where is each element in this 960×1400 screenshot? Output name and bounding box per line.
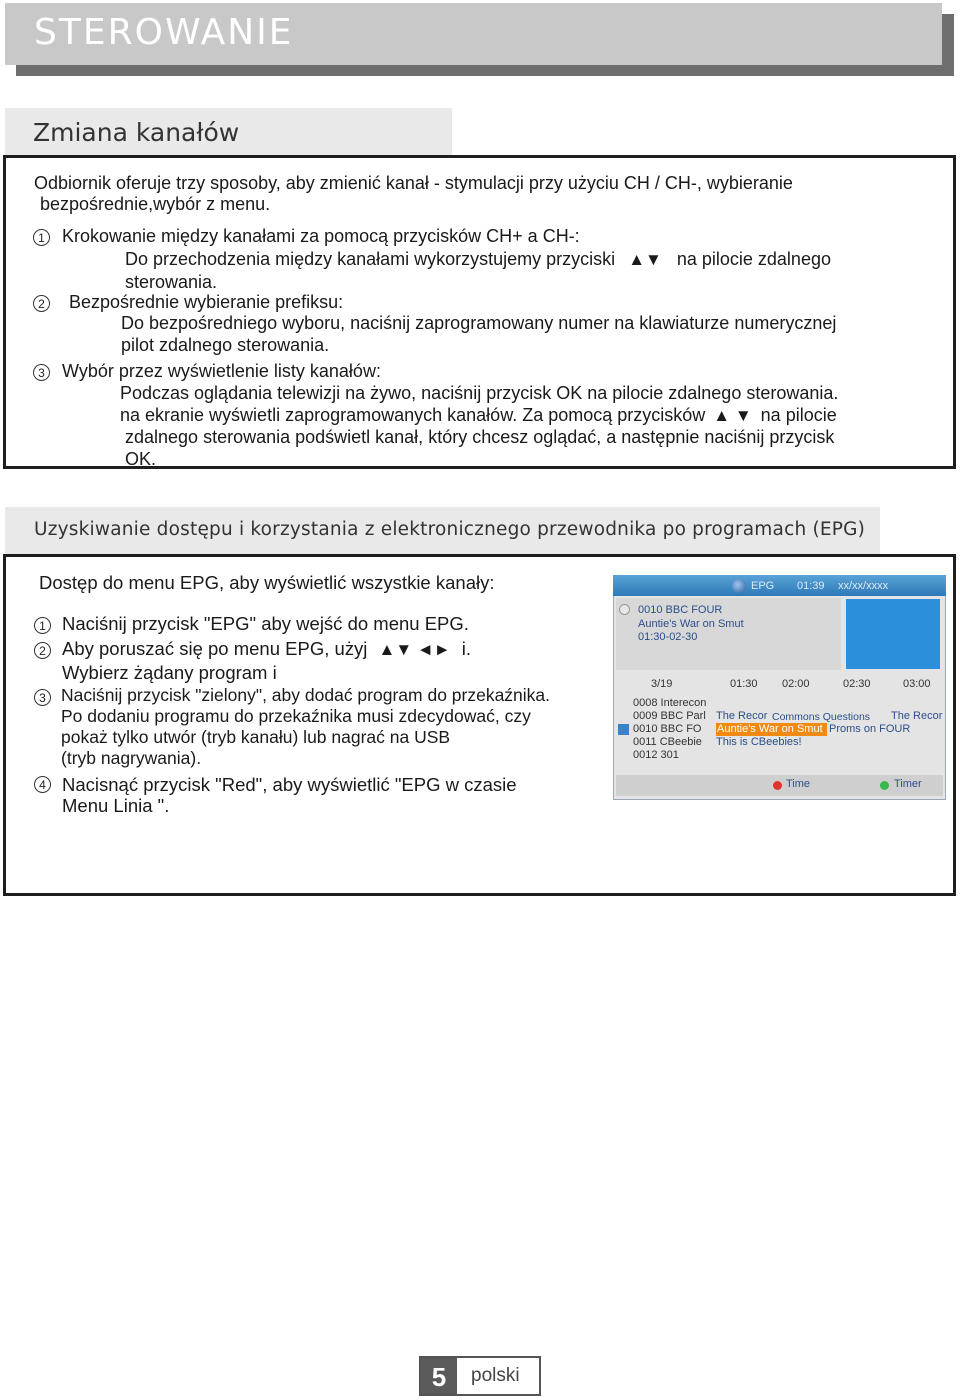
epg-channel-row: 0010 BBC FO bbox=[633, 723, 702, 735]
step-text bbox=[120, 404, 837, 427]
page-title: STEROWANIE bbox=[34, 12, 294, 53]
epg-program: This is CBeebies! bbox=[716, 736, 802, 748]
step-text: Po dodaniu programu do przekaźnika musi zdecydować, czy bbox=[61, 706, 531, 726]
step-text: Menu Linia ". bbox=[62, 795, 170, 816]
epg-time-slot: 01:30 bbox=[730, 678, 758, 690]
arrow-keys-icon: ▲▼ ◄► bbox=[378, 640, 451, 659]
step-number: 4 bbox=[34, 776, 51, 793]
epg-channel-row: 0009 BBC Parl bbox=[633, 710, 706, 722]
step-text: OK. bbox=[125, 449, 157, 469]
step-title: Bezpośrednie wybieranie prefiksu: bbox=[69, 292, 344, 312]
red-button-icon bbox=[773, 781, 782, 790]
epg-time-slot: 02:00 bbox=[782, 678, 810, 690]
step-text: Nacisnąć przycisk "Red", aby wyświetlić "EPG w czasie bbox=[62, 774, 517, 795]
epg-footer-red-label: Time bbox=[786, 778, 811, 790]
page-language: polski bbox=[471, 1365, 520, 1386]
play-icon bbox=[619, 604, 630, 615]
epg-channel-row: 0008 Interecon bbox=[633, 697, 707, 709]
intro-line: bezpośrednie,wybór z menu. bbox=[40, 194, 271, 214]
epg-info-program: Auntie's War on Smut bbox=[638, 618, 744, 630]
step-number: 1 bbox=[34, 617, 51, 634]
epg-time-slot: 03:00 bbox=[903, 678, 931, 690]
globe-icon bbox=[732, 579, 746, 593]
step-text-part: Do przechodzenia między kanałami wykorzystujemy przyciski bbox=[125, 249, 616, 269]
step-text: Wybierz żądany program i bbox=[62, 662, 277, 683]
step-text: Do bezpośredniego wyboru, naciśnij zaprogramowany numer na klawiaturze numerycznej bbox=[121, 313, 837, 333]
epg-date: 3/19 bbox=[651, 678, 673, 690]
section-title-epg: Uzyskiwanie dostępu i korzystania z elektronicznego przewodnika po programach (EPG) bbox=[34, 519, 866, 540]
epg-channel-row: 0011 CBeebie bbox=[633, 736, 702, 748]
epg-channel-row: 0012 301 bbox=[633, 749, 679, 761]
up-down-arrows-icon: ▲▼ bbox=[628, 250, 662, 269]
step-title: Krokowanie między kanałami za pomocą przycisków CH+ a CH-: bbox=[62, 226, 580, 246]
step-text: pokaż tylko utwór (tryb kanału) lub nagrać na USB bbox=[61, 727, 451, 747]
intro-line: Odbiornik oferuje trzy sposoby, aby zmienić kanał - stymulacji przy użyciu CH / CH-, wybieranie bbox=[34, 173, 793, 193]
epg-time-slot: 02:30 bbox=[843, 678, 871, 690]
step-number: 3 bbox=[33, 364, 50, 381]
epg-bar-time: 01:39 bbox=[797, 580, 825, 592]
step-text-part: Aby poruszać się po menu EPG, użyj bbox=[62, 638, 368, 659]
step-text: Naciśnij przycisk "zielony", aby dodać program do przekaźnika. bbox=[61, 685, 551, 705]
step-text bbox=[62, 638, 471, 660]
step-number: 3 bbox=[34, 689, 51, 706]
step-text-part: i. bbox=[461, 638, 471, 659]
epg-program: The Recor bbox=[716, 710, 768, 722]
step-text bbox=[125, 248, 831, 271]
epg-intro: Dostęp do menu EPG, aby wyświetlić wszystkie kanały: bbox=[39, 572, 495, 593]
step-text: sterowania. bbox=[125, 272, 218, 292]
page-number: 5 bbox=[421, 1358, 457, 1394]
epg-video-preview bbox=[846, 599, 940, 669]
epg-program: Proms on FOUR bbox=[829, 723, 911, 735]
step-number: 1 bbox=[33, 229, 50, 246]
step-text: (tryb nagrywania). bbox=[61, 748, 202, 768]
step-text: pilot zdalnego sterowania. bbox=[121, 335, 330, 355]
step-title: Wybór przez wyświetlenie listy kanałów: bbox=[62, 361, 381, 381]
step-number: 2 bbox=[34, 642, 51, 659]
step-text: Naciśnij przycisk "EPG" aby wejść do menu EPG. bbox=[62, 613, 469, 634]
green-button-icon bbox=[880, 781, 889, 790]
epg-footer-green-label: Timer bbox=[894, 778, 922, 790]
step-text-part: na pilocie bbox=[760, 405, 837, 425]
epg-info-channel: 0010 BBC FOUR bbox=[638, 604, 723, 616]
epg-info-time: 01:30-02-30 bbox=[638, 631, 698, 643]
epg-bar-title: EPG bbox=[751, 580, 775, 592]
step-number: 2 bbox=[33, 295, 50, 312]
selection-arrow-icon bbox=[618, 724, 629, 735]
section-title-channels: Zmiana kanałów bbox=[33, 118, 240, 147]
step-text: Podczas oglądania telewizji na żywo, naciśnij przycisk OK na pilocie zdalnego sterowania. bbox=[120, 383, 839, 403]
epg-program-selected: Auntie's War on Smut bbox=[717, 723, 823, 735]
epg-bar-date: xx/xx/xxxx bbox=[838, 580, 889, 592]
up-down-arrows-icon: ▲ ▼ bbox=[713, 406, 752, 425]
epg-program: Commons Questions bbox=[772, 711, 871, 723]
epg-title-bar bbox=[613, 575, 946, 596]
step-text: zdalnego sterowania podświetl kanał, który chcesz oglądać, a następnie naciśnij przycisk bbox=[125, 427, 835, 447]
step-text-part: na ekranie wyświetli zaprogramowanych kanałów. Za pomocą przycisków bbox=[120, 405, 706, 425]
step-text-part: na pilocie zdalnego bbox=[676, 249, 831, 269]
epg-program: The Recor bbox=[891, 710, 943, 722]
